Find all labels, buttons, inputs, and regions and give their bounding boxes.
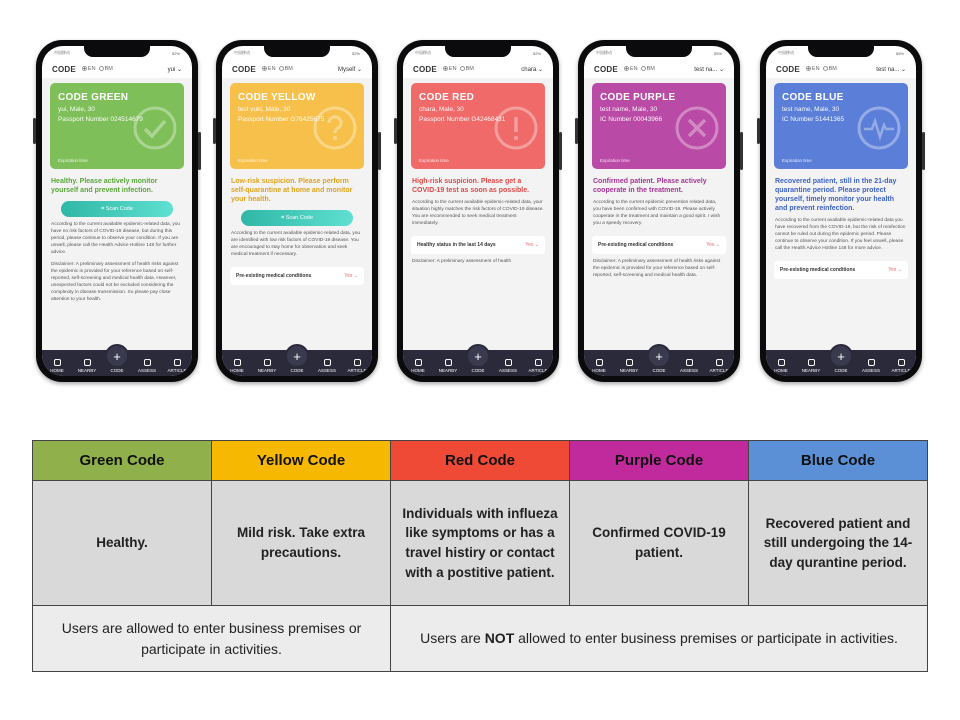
id-number: Passport Number G42468431 <box>419 116 506 123</box>
check-circle-icon <box>132 105 178 151</box>
id-number: Passport Number G76425675 <box>238 116 325 123</box>
user-info: chara, Male, 30 <box>419 106 464 113</box>
phone-screen <box>766 46 916 376</box>
header-blue-code: Blue Code <box>749 441 928 481</box>
user-selector[interactable]: test na... ⌄ <box>876 66 906 73</box>
id-number: Passport Number 024514679 <box>58 116 143 123</box>
status-dropdown-row[interactable] <box>592 236 726 254</box>
status-message: Healthy. Please actively monitor yourself and prevent infection. <box>51 178 158 195</box>
app-logo: CODE <box>52 64 76 74</box>
code-title: CODE RED <box>419 92 475 103</box>
phone-screen <box>42 46 192 376</box>
carrier-label: 中国移动 <box>415 50 431 55</box>
app-content <box>222 78 372 350</box>
row-value: Yes ⌄ <box>706 242 720 248</box>
nav-home[interactable]: HOME <box>587 359 611 373</box>
phone-mockup <box>397 40 559 382</box>
id-number: IC Number 51441365 <box>782 116 845 123</box>
article-icon <box>354 359 361 366</box>
nearby-icon <box>626 359 633 366</box>
row-value: Yes ⌄ <box>525 242 539 248</box>
question-circle-icon <box>312 105 358 151</box>
expiry-label: Expiration time <box>58 158 88 163</box>
exclamation-circle-icon <box>493 105 539 151</box>
status-message: High-risk suspicion. Please get a COVID-19 test as soon as possible. <box>412 178 530 195</box>
code-title: CODE YELLOW <box>238 92 316 103</box>
nav-code[interactable]: CODE <box>110 368 124 373</box>
nearby-icon <box>808 359 815 366</box>
lang-en-radio[interactable]: EN <box>82 66 96 72</box>
nav-code[interactable]: CODE <box>652 368 666 373</box>
app-content <box>403 78 553 350</box>
desc-purple: Confirmed COVID-19 patient. <box>570 481 749 606</box>
nav-assess[interactable]: ASSESS <box>135 359 159 373</box>
nav-nearby[interactable]: NEARBY <box>255 359 279 373</box>
rule-not-allowed <box>391 606 928 672</box>
id-number: IC Number 00043966 <box>600 116 663 123</box>
user-info: test name, Male, 30 <box>782 106 840 113</box>
article-icon <box>535 359 542 366</box>
app-logo: CODE <box>594 64 618 74</box>
language-selector[interactable] <box>624 66 655 72</box>
battery-label: 55% <box>895 50 904 56</box>
nav-code[interactable]: CODE <box>290 368 304 373</box>
row-label: Pre-existing medical conditions <box>598 242 674 248</box>
lang-en-radio[interactable]: EN <box>262 66 276 72</box>
scan-code-button[interactable]: ⌗ Scan Code <box>61 201 173 217</box>
article-icon <box>174 359 181 366</box>
expiry-row <box>238 158 356 163</box>
app-top-bar <box>222 60 372 78</box>
row-label: Pre-existing medical conditions <box>236 273 312 280</box>
nav-assess[interactable]: ASSESS <box>859 359 883 373</box>
nearby-icon <box>445 359 452 366</box>
lang-en-radio[interactable]: EN <box>806 66 820 72</box>
cross-circle-icon <box>674 105 720 151</box>
lang-bm-radio[interactable]: BM <box>279 66 293 72</box>
user-selector[interactable]: test na... ⌄ <box>694 66 724 73</box>
expiry-row <box>600 158 718 163</box>
nearby-icon <box>84 359 91 366</box>
nav-article[interactable]: ARTICLE <box>526 359 550 373</box>
language-selector[interactable] <box>806 66 837 72</box>
expiry-label: Expiration time <box>238 158 268 163</box>
app-top-bar <box>766 60 916 78</box>
app-content <box>42 78 192 350</box>
desc-yellow: Mild risk. Take extra precautions. <box>212 481 391 606</box>
rule-allowed: Users are allowed to enter business premises or participate in activities. <box>33 606 391 672</box>
disclaimer-text: Disclaimer: A preliminary assessment of health risks against the epidemic is provided for your reference based on self-reported, self-screening and medical health data. However, unexpected factors could not be excluded considering the complexity in disease transmission. So please pay close attention to your health. <box>51 261 179 302</box>
scan-icon: ⌗ <box>281 215 286 222</box>
status-message: Confirmed patient. Please actively cooperate in the treatment. <box>593 178 707 195</box>
header-yellow-code: Yellow Code <box>212 441 391 481</box>
user-info: test yuki, Male, 30 <box>238 106 291 113</box>
nav-code[interactable]: CODE <box>834 368 848 373</box>
lang-en-radio[interactable]: EN <box>624 66 638 72</box>
lang-bm-radio[interactable]: BM <box>460 66 474 72</box>
lang-bm-radio[interactable]: BM <box>823 66 837 72</box>
app-logo: CODE <box>776 64 800 74</box>
expiry-row <box>782 158 900 163</box>
home-icon <box>54 359 61 366</box>
home-icon <box>596 359 603 366</box>
battery-label: 52% <box>532 50 541 56</box>
nav-assess[interactable]: ASSESS <box>677 359 701 373</box>
nav-article[interactable]: ARTICLE <box>707 359 731 373</box>
user-selector[interactable]: chara ⌄ <box>521 66 543 73</box>
app-content <box>584 78 734 350</box>
nav-nearby[interactable]: NEARBY <box>436 359 460 373</box>
phone-screen <box>584 46 734 376</box>
table-rule-row <box>33 606 928 672</box>
header-green-code: Green Code <box>33 441 212 481</box>
rule-not-allowed-prefix: Users are <box>420 630 485 646</box>
battery-label: 55% <box>713 50 722 56</box>
plus-icon[interactable]: + <box>285 344 309 368</box>
scan-code-button[interactable]: ⌗ Scan Code <box>241 210 353 226</box>
expiry-label: Expiration time <box>419 158 449 163</box>
code-title: CODE BLUE <box>782 92 844 103</box>
advice-text: According to the current available epidemic-related data you have recovered from the COVID-19, but the risk of reinfection cannot be ruled out during the epidemic period. Please continue to observe your condition. If you feel unwell, please call the Health Advice Hotline 148 for more advice. <box>775 218 906 252</box>
phone-mockup <box>36 40 198 382</box>
status-message: Low-risk suspicion. Please perform self-quarantine at home and monitor your health. <box>231 178 353 204</box>
row-value: Yes ⌄ <box>888 267 902 274</box>
assess-icon <box>505 359 512 366</box>
phone-mockup <box>578 40 740 382</box>
carrier-label: 中国移动 <box>596 50 612 55</box>
code-title: CODE GREEN <box>58 92 129 103</box>
rule-not-allowed-emphasis: NOT <box>484 630 515 646</box>
expiry-label: Expiration time <box>782 158 812 163</box>
nav-article[interactable]: ARTICLE <box>165 359 189 373</box>
table-description-row <box>33 481 928 606</box>
plus-icon[interactable]: + <box>829 344 853 368</box>
carrier-label: 中国移动 <box>778 50 794 55</box>
nav-nearby[interactable]: NEARBY <box>799 359 823 373</box>
assess-icon <box>868 359 875 366</box>
scan-icon: ⌗ <box>101 206 106 213</box>
advice-text: According to the current available epidemic-related data, you are identified with low risk factors of COVID-19 disease. You are encouraged to stay home for observation and seek medical treatment if necessary. <box>231 231 361 258</box>
lang-bm-radio[interactable]: BM <box>99 66 113 72</box>
nav-nearby[interactable]: NEARBY <box>75 359 99 373</box>
phone-screen <box>403 46 553 376</box>
advice-text: According to the current available epidemic-related data, your situation highly matches the risk factors of COVID-19 disease. You are recommended to seek medical treatment immediately. <box>412 200 544 227</box>
health-code-card <box>50 83 184 169</box>
nav-home[interactable]: HOME <box>225 359 249 373</box>
nearby-icon <box>264 359 271 366</box>
status-dropdown-row[interactable] <box>411 236 545 254</box>
phone-notch <box>264 46 330 57</box>
advice-text: According to the current available epidemic-related data, you have no risk factors of COVID-19 disease, but during this period, please continue to observe your condition. If you are unwell, please call the Health Advice Hotline 148 for further advice. <box>51 222 181 255</box>
row-label: Pre-existing medical conditions <box>780 267 856 274</box>
battery-label: 52% <box>351 50 360 56</box>
carrier-label: 中国移动 <box>234 50 250 55</box>
phone-screen <box>222 46 372 376</box>
advice-text: According to the current epidemic prevention related data, you have been confirmed with COVID-19. Please actively cooperate in the treatment and maintain a good spirit. I wish you a speedy recovery. <box>593 200 721 227</box>
nav-home[interactable]: HOME <box>406 359 430 373</box>
desc-red: Individuals with influeza like symptoms or has a travel histiry or contact with a postitive patient. <box>391 481 570 606</box>
expiry-row <box>419 158 537 163</box>
lang-bm-radio[interactable]: BM <box>641 66 655 72</box>
user-info: yui, Male, 30 <box>58 106 95 113</box>
lang-en-radio[interactable]: EN <box>443 66 457 72</box>
health-code-card <box>774 83 908 169</box>
language-selector[interactable] <box>443 66 474 72</box>
nav-assess[interactable]: ASSESS <box>315 359 339 373</box>
nav-article[interactable]: ARTICLE <box>345 359 369 373</box>
user-info: test name, Male, 30 <box>600 106 658 113</box>
expiry-row <box>58 158 176 163</box>
row-value: Yes ⌄ <box>344 273 358 280</box>
code-legend-table <box>32 440 928 672</box>
user-selector[interactable]: yui ⌄ <box>167 66 182 73</box>
disclaimer-text: Disclaimer: A preliminary assessment of health <box>412 259 512 264</box>
health-code-card <box>411 83 545 169</box>
assess-icon <box>324 359 331 366</box>
app-logo: CODE <box>232 64 256 74</box>
home-icon <box>415 359 422 366</box>
article-icon <box>716 359 723 366</box>
article-icon <box>898 359 905 366</box>
header-purple-code: Purple Code <box>570 441 749 481</box>
expiry-label: Expiration time <box>600 158 630 163</box>
app-content <box>766 78 916 350</box>
nav-article[interactable]: ARTICLE <box>889 359 913 373</box>
nav-code[interactable]: CODE <box>471 368 485 373</box>
desc-green: Healthy. <box>33 481 212 606</box>
app-top-bar <box>42 60 192 78</box>
pulse-circle-icon <box>856 105 902 151</box>
status-dropdown-row[interactable] <box>230 267 364 285</box>
app-logo: CODE <box>413 64 437 74</box>
language-selector[interactable] <box>82 66 113 72</box>
home-icon <box>234 359 241 366</box>
phone-notch <box>84 46 150 57</box>
assess-icon <box>686 359 693 366</box>
plus-icon[interactable]: + <box>105 344 129 368</box>
desc-blue: Recovered patient and still undergoing the 14-day qurantine period. <box>749 481 928 606</box>
carrier-label: 中国移动 <box>54 50 70 55</box>
phone-mockup <box>760 40 922 382</box>
status-message: Recovered patient, still in the 21-day quarantine period. Please protect yourself, timely monitor your health and prevent reinfection. <box>775 178 897 213</box>
phone-notch <box>445 46 511 57</box>
row-label: Healthy status in the last 14 days <box>417 242 496 248</box>
battery-label: 52% <box>171 50 180 56</box>
app-top-bar <box>403 60 553 78</box>
nav-home[interactable]: HOME <box>45 359 69 373</box>
language-selector[interactable] <box>262 66 293 72</box>
status-dropdown-row[interactable] <box>774 261 908 279</box>
table-header-row <box>33 441 928 481</box>
rule-not-allowed-suffix: allowed to enter business premises or participate in activities. <box>514 630 898 646</box>
code-title: CODE PURPLE <box>600 92 676 103</box>
user-selector[interactable]: Myself ⌄ <box>337 66 362 73</box>
header-red-code: Red Code <box>391 441 570 481</box>
disclaimer-text: Disclaimer: A preliminary assessment of health risks against the epidemic is provided for your reference based on self-reported, self-screening and medical health data. <box>593 259 721 278</box>
phone-notch <box>808 46 874 57</box>
phone-notch <box>626 46 692 57</box>
health-code-card <box>592 83 726 169</box>
phone-mockup <box>216 40 378 382</box>
home-icon <box>778 359 785 366</box>
nav-assess[interactable]: ASSESS <box>496 359 520 373</box>
assess-icon <box>144 359 151 366</box>
app-top-bar <box>584 60 734 78</box>
plus-icon[interactable]: + <box>647 344 671 368</box>
health-code-card <box>230 83 364 169</box>
nav-nearby[interactable]: NEARBY <box>617 359 641 373</box>
nav-home[interactable]: HOME <box>769 359 793 373</box>
plus-icon[interactable]: + <box>466 344 490 368</box>
